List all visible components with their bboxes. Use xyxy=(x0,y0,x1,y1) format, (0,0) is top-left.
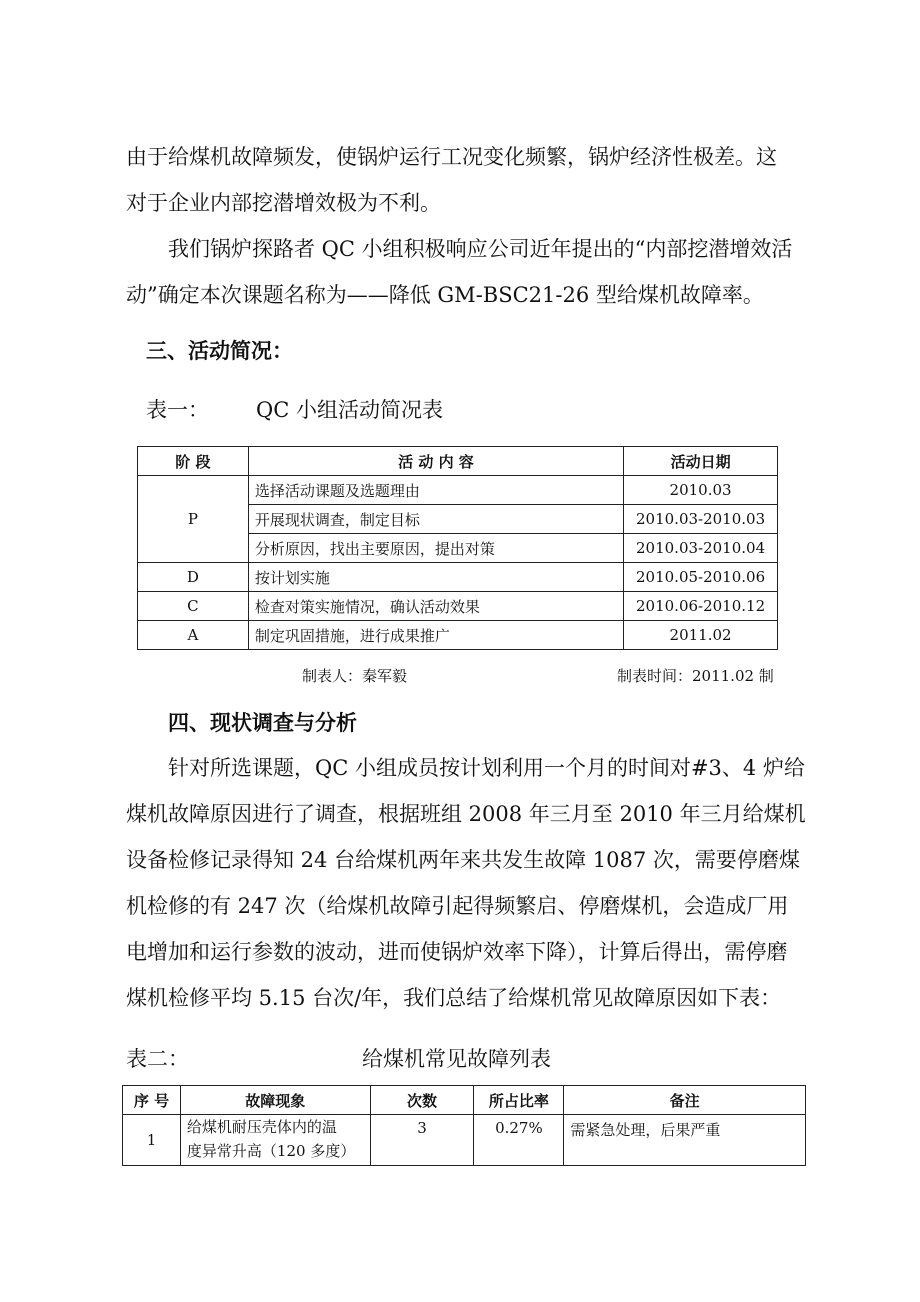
content-cell: 分析原因，找出主要原因，提出对策 xyxy=(248,534,623,563)
date-cell: 2010.03 xyxy=(624,476,778,505)
table-1-label: 表一： xyxy=(146,398,209,422)
date-cell: 2010.06-2010.12 xyxy=(624,592,778,621)
content-cell: 按计划实施 xyxy=(248,563,623,592)
header-phase: 阶 段 xyxy=(138,447,249,476)
remark-cell: 需紧急处理，后果严重 xyxy=(564,1115,806,1166)
date-cell: 2010.03-2010.04 xyxy=(624,534,778,563)
header-content: 活 动 内 容 xyxy=(248,447,623,476)
content-cell: 开展现状调查，制定目标 xyxy=(248,505,623,534)
table-row xyxy=(138,592,778,621)
text-line: 电增加和运行参数的波动，进而使锅炉效率下降），计算后得出，需停磨 xyxy=(126,940,788,964)
text-line: 煤机故障原因进行了调查，根据班组 2008 年三月至 2010 年三月给煤机 xyxy=(126,802,806,826)
header-phenomenon: 故障现象 xyxy=(180,1086,370,1115)
analysis-paragraph xyxy=(126,745,806,1021)
no-cell: 1 xyxy=(123,1115,181,1166)
date-cell: 2011.02 xyxy=(624,621,778,650)
table-row xyxy=(138,621,778,650)
text-line: 度异常升高（120 多度） xyxy=(186,1142,356,1160)
table-header-row xyxy=(138,447,778,476)
header-ratio: 所占比率 xyxy=(474,1086,564,1115)
text-line: 针对所选课题，QC 小组成员按计划利用一个月的时间对#3、4 炉给 xyxy=(168,756,805,780)
table-header-row xyxy=(123,1086,806,1115)
text-line: 由于给煤机故障频发，使锅炉运行工况变化频繁，锅炉经济性极差。这 xyxy=(126,145,777,169)
date-cell: 2010.03-2010.03 xyxy=(624,505,778,534)
header-no: 序 号 xyxy=(123,1086,181,1115)
count-cell: 3 xyxy=(370,1115,474,1166)
section-4-heading: 四、现状调查与分析 xyxy=(168,711,357,735)
table-row xyxy=(138,563,778,592)
content-cell: 检查对策实施情况，确认活动效果 xyxy=(248,592,623,621)
phenomenon-cell xyxy=(180,1115,370,1166)
content-cell: 制定巩固措施，进行成果推广 xyxy=(248,621,623,650)
table-row xyxy=(123,1115,806,1166)
section-3-heading: 三、活动简况： xyxy=(146,339,293,363)
date-cell: 2010.05-2010.06 xyxy=(624,563,778,592)
table-2-title: 给煤机常见故障列表 xyxy=(362,1047,551,1071)
text-line: 设备检修记录得知 24 台给煤机两年来共发生故障 1087 次，需要停磨煤 xyxy=(126,848,800,872)
phase-cell: P xyxy=(138,476,249,563)
phase-cell: C xyxy=(138,592,249,621)
table-2-label: 表二： xyxy=(126,1047,189,1071)
header-remark: 备注 xyxy=(564,1086,806,1115)
ratio-cell: 0.27% xyxy=(474,1115,564,1166)
activity-table xyxy=(137,446,778,650)
table-row xyxy=(138,476,778,505)
content-cell: 选择活动课题及选题理由 xyxy=(248,476,623,505)
text-line: 煤机检修平均 5.15 台次/年，我们总结了给煤机常见故障原因如下表： xyxy=(126,986,782,1010)
text-line: 给煤机耐压壳体内的温 xyxy=(186,1118,337,1136)
text-line: 我们锅炉探路者 QC 小组积极响应公司近年提出的“内部挖潜增效活 xyxy=(168,237,793,261)
text-line: 动”确定本次课题名称为——降低 GM-BSC21-26 型给煤机故障率。 xyxy=(126,283,764,307)
text-line: 机检修的有 247 次（给煤机故障引起得频繁启、停磨煤机，会造成厂用 xyxy=(126,894,789,918)
header-count: 次数 xyxy=(370,1086,474,1115)
phase-cell: A xyxy=(138,621,249,650)
table-made-time: 制表时间：2011.02 制 xyxy=(617,667,774,685)
fault-table xyxy=(122,1085,806,1166)
table-1-title: QC 小组活动简况表 xyxy=(256,398,443,422)
intro-paragraph-1 xyxy=(126,134,806,226)
table-maker: 制表人：秦军毅 xyxy=(302,667,408,685)
phase-cell: D xyxy=(138,563,249,592)
intro-paragraph-2 xyxy=(126,226,806,318)
header-date: 活动日期 xyxy=(624,447,778,476)
text-line: 对于企业内部挖潜增效极为不利。 xyxy=(126,191,441,215)
